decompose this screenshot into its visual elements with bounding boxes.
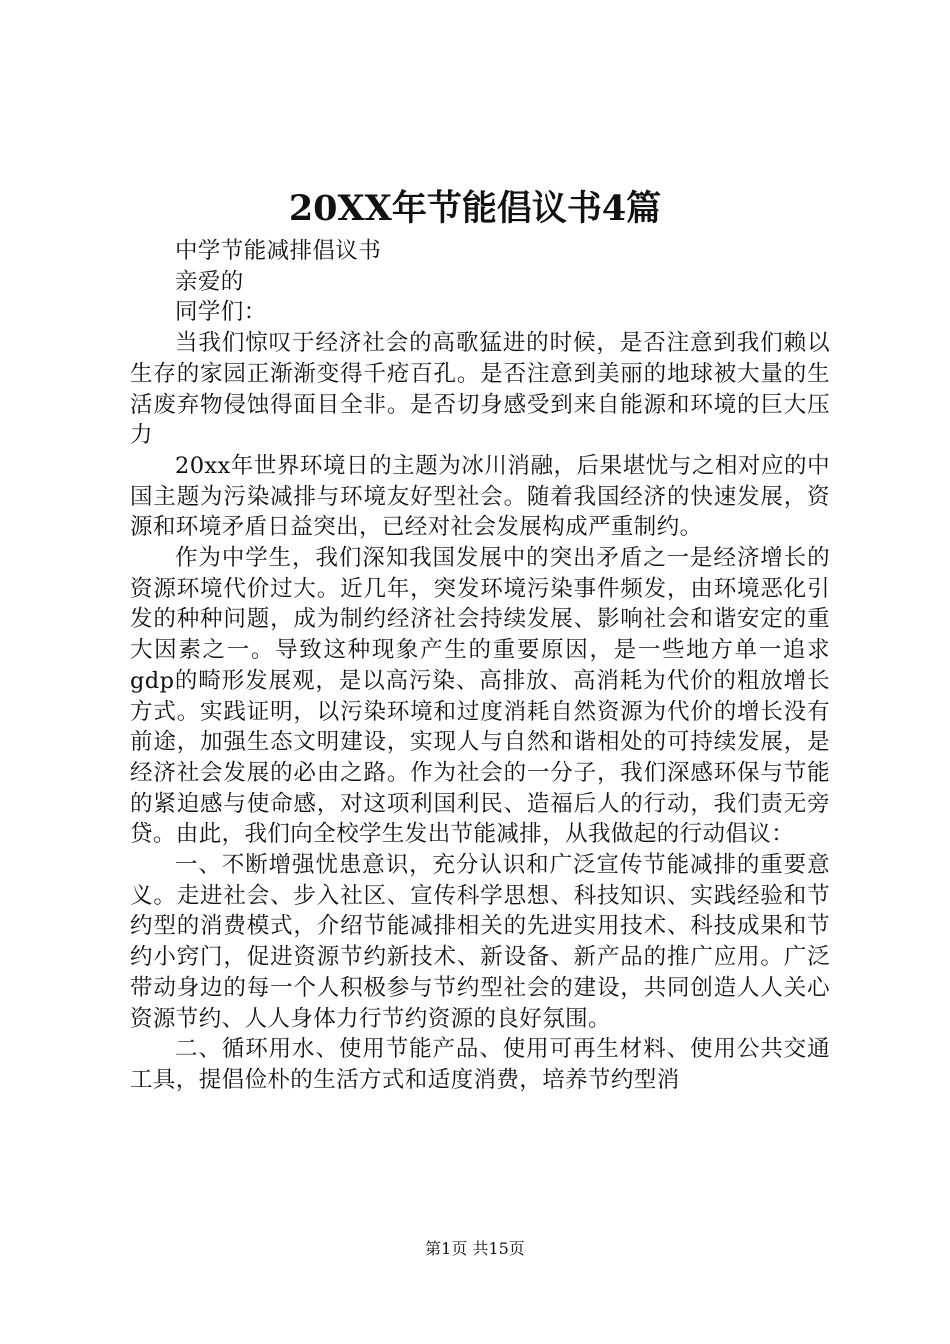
page-footer bbox=[0, 1238, 950, 1260]
paragraph-addressee: 同学们： bbox=[175, 299, 267, 326]
document-title: 20XX年节能倡议书4篇 bbox=[288, 188, 662, 229]
paragraph-salutation: 亲爱的 bbox=[175, 268, 244, 295]
paragraph-heading: 中学节能减排倡议书 bbox=[175, 238, 382, 264]
page-indicator: 第1页 共15页 bbox=[425, 1239, 525, 1258]
paragraph: 二、循环用水、使用节能产品、使用可再生材料、使用公共交通工具，提倡俭朴的生活方式和适度消费，培养节约型消 bbox=[130, 1036, 830, 1093]
paragraph: 作为中学生，我们深知我国发展中的突出矛盾之一是经济增长的资源环境代价过大。近几年，突发环境污染事件频发，由环境恶化引发的种种问题，成为制约经济社会持续发展、影响社会和谐安定的重大因素之一。导致这种现象产生的重要原因，是一些地方单一追求gdp的畸形发展观，是以高污染、高排放、高消耗为代价的粗放增长方式。实践证明，以污染环境和过度消耗自然资源为代价的增长没有前途，加强生态文明建设，实现人与自然和谐相处的可持续发展，是经济社会发展的必由之路。作为社会的一分子，我们深感环保与节能的紧迫感与使命感，对这项利国利民、造福后人的行动，我们责无旁贷。由此，我们向全校学生发出节能减排，从我做起的行动倡议： bbox=[130, 545, 830, 848]
paragraph: 20xx年世界环境日的主题为冰川消融，后果堪忧与之相对应的中国主题为污染减排与环境友好型社会。随着我国经济的快速发展，资源和环境矛盾日益突出，已经对社会发展构成严重制约。 bbox=[130, 452, 830, 541]
paragraph: 当我们惊叹于经济社会的高歌猛进的时候，是否注意到我们赖以生存的家园正渐渐变得千疮百孔。是否注意到美丽的地球被大量的生活废弃物侵蚀得面目全非。是否切身感受到来自能源和环境的巨大压力 bbox=[130, 330, 830, 449]
paragraph: 一、不断增强忧患意识，充分认识和广泛宣传节能减排的重要意义。走进社会、步入社区、宣传科学思想、科技知识、实践经验和节约型的消费模式，介绍节能减排相关的先进实用技术、科技成果和节约小窍门，促进资源节约新技术、新设备、新产品的推广应用。广泛带动身边的每一个人积极参与节约型社会的建设，共同创造人人关心资源节约、人人身体力行节约资源的良好氛围。 bbox=[130, 852, 830, 1032]
document-body bbox=[130, 236, 830, 1096]
